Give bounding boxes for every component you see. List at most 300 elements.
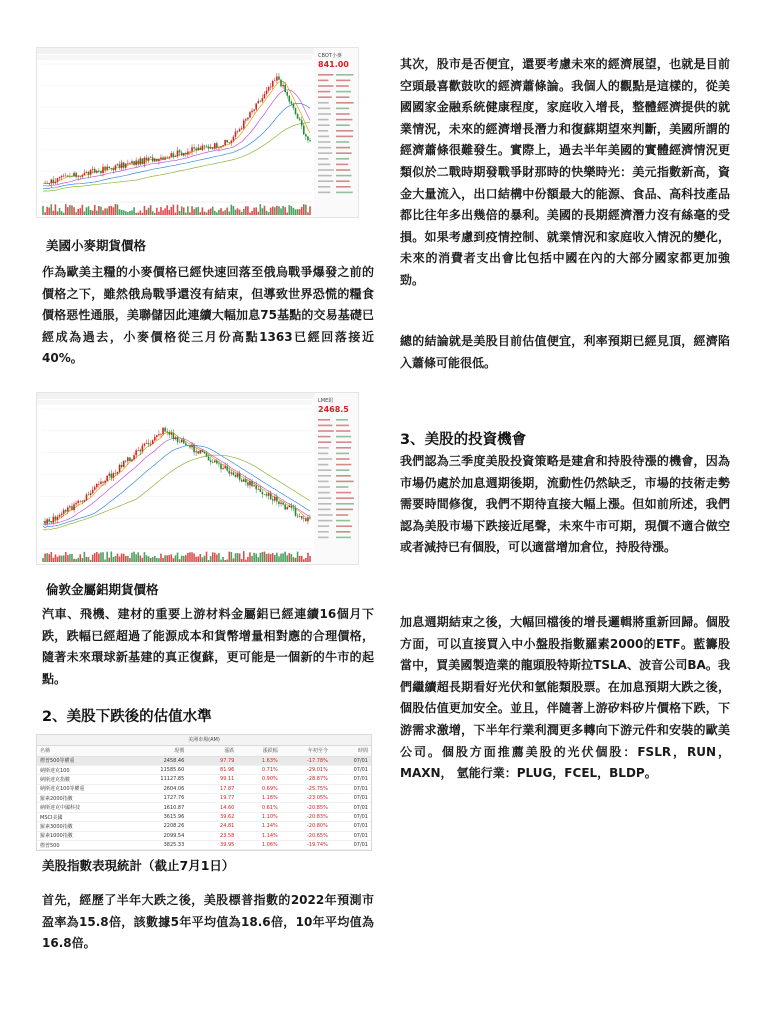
volume-bar <box>291 206 293 215</box>
candle-body <box>187 445 189 446</box>
volume-bar <box>44 553 46 562</box>
volume-bar <box>206 212 208 215</box>
candle-body <box>276 77 278 81</box>
volume-bar <box>245 560 247 562</box>
candle-body <box>181 153 183 156</box>
volume-bar <box>73 559 75 562</box>
quote-panel-row <box>318 469 331 471</box>
quote-panel-value <box>336 113 350 115</box>
table-cell: 19.77 <box>187 794 237 803</box>
candle-body <box>220 146 222 147</box>
volume-bar <box>102 210 104 215</box>
volume-bar <box>183 556 185 562</box>
volume-bar <box>195 557 197 562</box>
candle-body <box>111 474 113 478</box>
volume-bar <box>303 204 305 215</box>
volume-bar <box>197 207 199 215</box>
volume-bar <box>247 206 249 215</box>
candle-body <box>86 494 88 500</box>
table-row[interactable] <box>37 794 371 803</box>
table-cell: 97.79 <box>187 756 237 765</box>
candle-body <box>301 516 303 518</box>
volume-bar <box>239 210 241 215</box>
volume-bar <box>171 554 173 562</box>
candle-body <box>158 434 160 435</box>
volume-bar <box>286 213 288 215</box>
volume-bar <box>241 559 243 562</box>
candle-body <box>173 433 175 439</box>
volume-bar <box>139 555 141 562</box>
candle-body <box>303 518 305 519</box>
quote-panel-value <box>336 91 351 93</box>
volume-bar <box>193 209 195 215</box>
candle-body <box>257 489 259 490</box>
volume-bar <box>117 205 119 215</box>
volume-bar <box>228 211 230 215</box>
candle-body <box>117 164 119 165</box>
volume-bar <box>307 212 309 215</box>
volume-bar <box>123 210 125 215</box>
volume-bar <box>241 212 243 215</box>
volume-bar <box>189 212 191 215</box>
volume-bar <box>156 208 158 215</box>
table-cell: 1.63% <box>237 756 280 765</box>
volume-bar <box>299 556 301 562</box>
volume-bar <box>260 204 262 215</box>
candle-body <box>71 506 73 510</box>
candle-body <box>195 451 197 452</box>
volume-bar <box>117 554 119 562</box>
volume-bar <box>195 207 197 215</box>
candle-body <box>65 510 67 511</box>
volume-bar <box>61 211 63 215</box>
volume-bar <box>226 559 228 562</box>
candle-body <box>214 143 216 149</box>
volume-bar <box>166 205 168 215</box>
candle-body <box>237 131 239 132</box>
candle-body <box>177 151 179 157</box>
volume-bar <box>257 212 259 215</box>
quote-panel-value <box>336 497 354 499</box>
candle-body <box>69 506 71 507</box>
quote-panel-row <box>318 102 329 104</box>
volume-bar <box>67 207 69 215</box>
volume-bar <box>133 552 135 562</box>
quote-panel-value <box>336 492 351 494</box>
candle-body <box>171 433 173 435</box>
candle-body <box>67 507 69 511</box>
volume-bar <box>96 552 98 562</box>
quote-panel-value <box>336 169 350 171</box>
candle-body <box>133 455 135 459</box>
candle-body <box>191 147 193 151</box>
volume-bar <box>57 211 59 215</box>
quote-panel-row <box>318 464 328 466</box>
volume-bar <box>268 212 270 215</box>
candle-body <box>222 468 224 469</box>
candle-body <box>286 92 288 96</box>
quote-panel-row <box>318 96 332 98</box>
table-cell: 0.61% <box>237 803 280 812</box>
candle-body <box>187 152 189 155</box>
table-cell: 羅素2000指數 <box>37 794 137 803</box>
volume-bar <box>268 553 270 562</box>
volume-bar <box>137 213 139 215</box>
volume-bar <box>197 556 199 562</box>
quote-panel-row <box>318 537 329 539</box>
table-row[interactable] <box>37 803 371 812</box>
candle-body <box>253 485 255 486</box>
quote-panel-value <box>336 503 354 505</box>
chart-ma-legend <box>37 400 312 405</box>
candle-body <box>301 120 303 125</box>
volume-bar <box>278 206 280 215</box>
candle-body <box>127 457 129 461</box>
candle-body <box>274 497 276 501</box>
aluminium-futures-chart <box>36 392 359 565</box>
index-table <box>37 746 371 850</box>
table-cell: 81.96 <box>187 765 237 774</box>
volume-bar <box>61 556 63 562</box>
volume-bar <box>222 211 224 215</box>
table-row[interactable] <box>37 765 371 774</box>
candle-body <box>75 173 77 177</box>
volume-bar <box>282 206 284 215</box>
volume-bar <box>94 553 96 562</box>
candle-body <box>100 171 102 173</box>
quote-panel-value <box>336 430 351 432</box>
volume-bar <box>276 553 278 562</box>
candle-body <box>191 446 193 448</box>
candle-body <box>253 109 255 110</box>
volume-bar <box>100 552 102 562</box>
volume-bar <box>121 553 123 562</box>
candle-body <box>84 173 86 175</box>
table-cell: 07/01 <box>331 841 371 850</box>
volume-bar <box>123 554 125 562</box>
candle-body <box>284 85 286 92</box>
candle-body <box>200 148 202 150</box>
volume-bar <box>220 208 222 215</box>
candle-body <box>123 461 125 467</box>
candle-body <box>92 169 94 170</box>
table-cell: 07/01 <box>331 822 371 831</box>
volume-bar <box>289 553 291 562</box>
volume-bar <box>79 208 81 215</box>
table-row[interactable] <box>37 775 371 784</box>
volume-bar <box>84 552 86 562</box>
candle-body <box>129 457 131 461</box>
volume-bar <box>71 206 73 215</box>
quote-panel-row <box>318 475 331 477</box>
volume-bar <box>272 553 274 562</box>
volume-bar <box>84 211 86 215</box>
volume-bar <box>48 208 50 215</box>
candle-body <box>96 484 98 487</box>
moving-average-line <box>43 438 310 525</box>
candle-body <box>69 176 71 177</box>
volume-bar <box>185 555 187 562</box>
aluminium-chart-svg <box>37 393 359 565</box>
volume-bar <box>158 212 160 215</box>
candle-body <box>79 501 81 502</box>
candle-body <box>293 104 295 108</box>
quote-panel-row <box>318 458 332 460</box>
candle-body <box>135 450 137 455</box>
volume-bar <box>111 552 113 562</box>
quote-panel-row <box>318 520 332 522</box>
candle-body <box>195 148 197 150</box>
table-cell: 納斯達克指數 <box>37 775 137 784</box>
candle-body <box>108 474 110 476</box>
volume-bar <box>189 552 191 562</box>
volume-bar <box>77 558 79 562</box>
volume-bar <box>200 212 202 215</box>
volume-bar <box>260 553 262 562</box>
volume-bar <box>284 207 286 215</box>
quote-panel-row <box>318 85 333 87</box>
candle-body <box>189 152 191 153</box>
volume-bar <box>162 210 164 215</box>
table-header-cell: 漲跌 <box>187 746 237 756</box>
candle-body <box>150 157 152 158</box>
table-cell: 2604.06 <box>137 784 187 793</box>
volume-bar <box>127 556 129 562</box>
volume-bar <box>69 554 71 562</box>
candle-body <box>266 91 268 94</box>
volume-bar <box>270 554 272 562</box>
table-cell: -20.65% <box>281 831 331 840</box>
candle-body <box>193 446 195 453</box>
table-row[interactable] <box>37 784 371 793</box>
aluminium-paragraph: 汽車、飛機、建材的重要上游材料金屬鋁已經連續16個月下跌，跌幅已經超過了能源成本和貨幣增量相對應的合理價格，隨著未來環球新基建的真正復蘇，更可能是一個新的牛市的起點。 <box>42 607 374 686</box>
volume-bar <box>129 558 131 562</box>
volume-bar <box>171 207 173 215</box>
candle-body <box>79 176 81 177</box>
volume-bar <box>166 555 168 562</box>
volume-bar <box>137 552 139 562</box>
candle-body <box>183 440 185 444</box>
candle-body <box>282 85 284 86</box>
table-cell: 07/01 <box>331 794 371 803</box>
table-cell: 1727.76 <box>137 794 187 803</box>
volume-bar <box>193 553 195 562</box>
volume-bar <box>249 552 251 562</box>
candle-body <box>135 161 137 165</box>
volume-bar <box>291 554 293 562</box>
volume-bar <box>59 555 61 562</box>
table-caption: 美股指數表現統計（截止7月1日） <box>42 858 235 873</box>
volume-bar <box>131 553 133 562</box>
candle-body <box>309 518 311 519</box>
volume-bar <box>75 559 77 562</box>
volume-bar <box>88 557 90 562</box>
quote-panel-row <box>318 175 332 177</box>
volume-bar <box>146 210 148 215</box>
stock-picks-paragraph: 加息週期結束之後，大幅回檔後的增長邏輯將重新回歸。個股方面，可以直接買入中小盤股指數羅素2000的ETF。藍籌股當中，買美國製造業的龍頭股特斯拉TSLA、波音公司BA。我們繼續超長期看好光伏和氫能類股票。在加息預期大跌之後，個股估值更加安全。並且，伴隨著上游矽料矽片價格下跌，下游需求激增，下半年行業利潤更多轉向下游元件和安裝的歐美公司。個股方面推薦美股的光伏個股：FSLR，RUN，MAXN， 氫能行業：PLUG，FCEL，BLDP。 <box>400 615 730 781</box>
candle-body <box>164 157 166 159</box>
volume-bar <box>67 555 69 562</box>
volume-bar <box>210 208 212 215</box>
quote-panel-row <box>318 192 330 194</box>
volume-bar <box>216 212 218 215</box>
volume-bar <box>274 207 276 215</box>
volume-bar <box>90 210 92 215</box>
volume-bar <box>237 553 239 562</box>
volume-bar <box>200 554 202 562</box>
table-row[interactable] <box>37 756 371 765</box>
candle-body <box>100 482 102 484</box>
volume-bar <box>144 552 146 562</box>
volume-bar <box>177 205 179 215</box>
candle-body <box>158 159 160 161</box>
candle-body <box>272 499 274 500</box>
volume-bar <box>231 552 233 562</box>
candle-body <box>255 485 257 489</box>
us-index-table <box>36 734 372 851</box>
volume-bar <box>286 555 288 562</box>
volume-bar <box>82 558 84 562</box>
valuation-paragraph: 首先，經歷了半年大跌之後，美股標普指數的2022年預測市盈率為15.8倍，該數據5年平均值為18.6倍，10年平均值為16.8倍。 <box>42 893 374 951</box>
candle-body <box>75 503 77 504</box>
table-row[interactable] <box>37 812 371 821</box>
candle-body <box>146 443 148 444</box>
volume-bar <box>108 558 110 562</box>
candle-body <box>247 482 249 485</box>
candle-body <box>289 96 291 102</box>
candle-body <box>309 140 311 141</box>
volume-bar <box>214 553 216 562</box>
table-cell: 07/01 <box>331 756 371 765</box>
candle-body <box>280 503 282 504</box>
candle-body <box>173 153 175 157</box>
section2-title: 2、美股下跌後的估值水準 <box>42 709 212 725</box>
aluminium-chart-caption: 倫敦金屬鋁期貨價格 <box>46 582 159 597</box>
table-cell: 39.95 <box>187 841 237 850</box>
volume-bar <box>115 204 117 215</box>
volume-bar <box>266 554 268 562</box>
table-cell: 17.87 <box>187 784 237 793</box>
volume-bar <box>125 556 127 562</box>
candle-body <box>255 103 257 109</box>
candle-body <box>241 128 243 129</box>
candle-body <box>210 460 212 461</box>
quote-panel-value <box>336 447 351 449</box>
candle-body <box>245 119 247 120</box>
volume-bar <box>139 210 141 215</box>
table-cell: 1.16% <box>237 794 280 803</box>
candle-body <box>57 517 59 520</box>
volume-bar <box>187 553 189 562</box>
volume-bar <box>94 205 96 215</box>
table-row[interactable] <box>37 822 371 831</box>
candle-body <box>92 490 94 494</box>
candle-body <box>168 157 170 158</box>
table-cell: 納斯達克中國科技 <box>37 803 137 812</box>
candle-body <box>268 87 270 91</box>
candle-body <box>218 148 220 149</box>
volume-bar <box>106 552 108 562</box>
candle-body <box>282 503 284 505</box>
candle-body <box>162 428 164 434</box>
candle-body <box>293 508 295 509</box>
candle-body <box>82 175 84 177</box>
candle-body <box>212 462 214 463</box>
volume-bar <box>202 207 204 215</box>
quote-panel-value <box>336 486 348 488</box>
volume-bar <box>272 207 274 215</box>
volume-bar <box>156 558 158 562</box>
volume-bar <box>154 213 156 215</box>
moving-average-line <box>43 123 310 192</box>
volume-bar <box>214 211 216 215</box>
candle-body <box>166 157 168 158</box>
candle-body <box>156 435 158 437</box>
moving-average-line <box>43 445 310 527</box>
volume-bar <box>282 553 284 562</box>
volume-bar <box>86 207 88 215</box>
quote-panel-value <box>336 514 348 516</box>
volume-bar <box>231 205 233 215</box>
quote-panel-row <box>318 180 333 182</box>
volume-bar <box>98 554 100 562</box>
volume-bar <box>274 555 276 562</box>
volume-bar <box>253 553 255 562</box>
candle-body <box>44 521 46 524</box>
table-row[interactable] <box>37 841 371 850</box>
candle-body <box>162 157 164 159</box>
quote-panel-value <box>336 531 350 533</box>
candle-body <box>212 147 214 148</box>
quote-panel-row <box>318 486 330 488</box>
candle-body <box>299 119 301 121</box>
candle-body <box>73 173 75 176</box>
candle-body <box>168 432 170 434</box>
quote-panel-value <box>336 464 351 466</box>
table-cell: 0.90% <box>237 775 280 784</box>
volume-bar <box>245 206 247 215</box>
candle-body <box>295 108 297 114</box>
candle-body <box>102 167 104 173</box>
volume-bar <box>119 556 121 562</box>
candle-body <box>245 479 247 482</box>
volume-bar <box>191 552 193 562</box>
volume-bar <box>222 557 224 562</box>
volume-bar <box>82 205 84 215</box>
volume-bar <box>146 555 148 562</box>
candle-body <box>226 140 228 142</box>
table-cell: 07/01 <box>331 784 371 793</box>
quote-panel-value <box>336 537 351 539</box>
volume-bar <box>75 212 77 215</box>
volume-bar <box>191 206 193 215</box>
quote-panel-value <box>336 136 353 138</box>
table-cell: -23.05% <box>281 794 331 803</box>
candle-body <box>297 114 299 119</box>
volume-bar <box>142 213 144 215</box>
quote-panel-value <box>336 525 352 527</box>
candle-body <box>98 484 100 485</box>
volume-bar <box>88 206 90 215</box>
moving-average-line <box>43 82 310 184</box>
table-row[interactable] <box>37 831 371 840</box>
candle-body <box>278 77 280 80</box>
volume-bar <box>69 205 71 215</box>
volume-bar <box>233 558 235 562</box>
volume-bar <box>301 556 303 562</box>
volume-bar <box>92 555 94 562</box>
volume-bar <box>152 557 154 562</box>
